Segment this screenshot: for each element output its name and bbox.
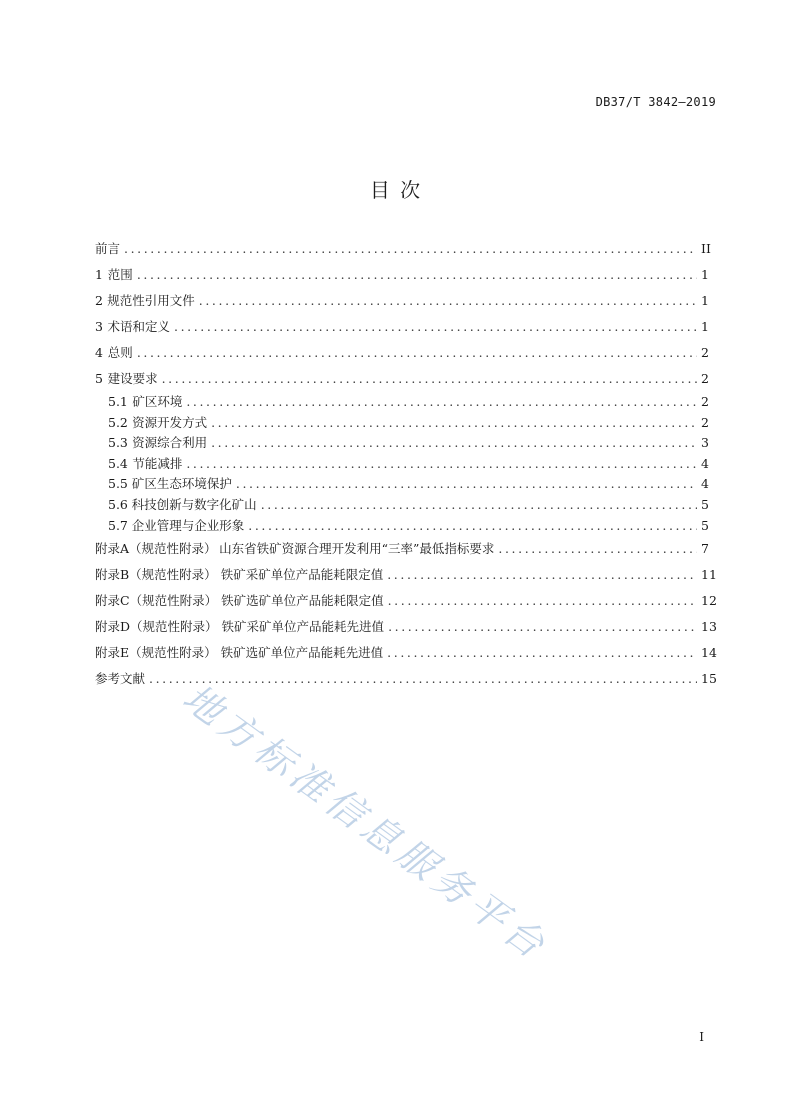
toc-entry-label: 建设要求 [107,371,158,386]
toc-leader-dots [248,516,697,537]
toc-entry-page: 12 [701,593,717,609]
toc-entry-label: 参考文献 [95,671,146,687]
toc-entry[interactable] [95,536,709,562]
toc-leader-dots [199,288,697,314]
toc-entry-label: 铁矿选矿单位产品能耗限定值 [221,593,384,609]
toc-entry-label: 节能减排 [132,455,183,471]
toc-leader-dots [162,366,697,392]
toc-entry-number: 4 [95,345,103,360]
toc-entry[interactable] [95,666,717,692]
toc-entry-label: 资源开发方式 [132,414,208,430]
toc-entry[interactable] [95,340,709,366]
toc-leader-dots [236,474,697,495]
toc-leader-dots [388,588,697,614]
toc-leader-dots [186,454,697,475]
toc-entry[interactable] [95,454,709,475]
toc-entry[interactable] [95,614,717,640]
toc-entry[interactable] [95,314,709,340]
toc-entry-label: 铁矿采矿单位产品能耗先进值 [221,619,385,635]
toc-entry[interactable] [95,588,717,614]
toc-entry-label: 企业管理与企业形象 [131,517,245,533]
toc-entry-label: 规范性引用文件 [107,293,195,308]
toc-entry-label: 铁矿采矿单位产品能耗限定值 [220,567,384,583]
toc-entry-page: 5 [701,517,709,533]
toc-entry-page: 4 [701,476,709,492]
watermark: 地方标准信息服务平台 [174,675,557,970]
toc-entry-label: 铁矿选矿单位产品能耗先进值 [220,645,384,661]
toc-entry-label: 术语和定义 [107,319,170,334]
standard-code: DB37/T 3842—2019 [595,95,716,109]
toc-leader-dots [186,392,697,413]
toc-entry-number: 5.6 [108,496,128,512]
toc-entry[interactable] [95,433,709,454]
toc-entry-page: 14 [701,645,717,661]
toc-leader-dots [137,340,697,366]
toc-entry-number: 5.7 [108,517,128,533]
toc-entry[interactable] [95,562,717,588]
toc-leader-dots [261,495,697,516]
toc-entry-number: 附录D（规范性附录） [95,619,218,635]
toc-entry-page: 1 [701,267,709,282]
toc-entry-page: 1 [701,293,709,308]
toc-leader-dots [211,413,697,434]
toc-leader-dots [124,236,697,262]
toc-leader-dots [387,562,697,588]
toc-entry[interactable] [95,366,709,392]
toc-entry-number: 5.4 [108,455,128,471]
toc-entry-page: 13 [701,619,717,635]
toc-entry-page: 2 [701,414,709,430]
toc-entry-page: 15 [701,671,717,687]
toc-entry-number: 附录E（规范性附录） [95,645,217,661]
toc-entry-label: 矿区生态环境保护 [131,476,232,492]
toc-entry-label: 前言 [95,241,121,256]
toc-leader-dots [388,614,697,640]
toc-entry-number: 1 [95,267,103,282]
toc-entry-page: 3 [701,435,709,451]
toc-entry[interactable] [95,474,709,495]
table-of-contents [95,236,717,692]
toc-leader-dots [498,536,697,562]
toc-entry-page: 4 [701,455,709,471]
toc-entry[interactable] [95,262,709,288]
toc-leader-dots [211,433,697,454]
toc-entry-number: 5 [95,371,103,386]
toc-entry-number: 2 [95,293,103,308]
toc-entry-number: 附录B（规范性附录） [95,567,217,583]
toc-entry-number: 附录A（规范性附录） [95,541,217,557]
toc-entry[interactable] [95,392,709,413]
page-number: I [699,1030,704,1044]
toc-entry-label: 范围 [107,267,133,282]
toc-entry-page: 2 [701,394,709,409]
toc-entry-label: 科技创新与数字化矿山 [131,496,257,512]
toc-entry-label: 资源综合利用 [132,435,208,451]
toc-entry[interactable] [95,516,709,537]
toc-entry-page: 1 [701,319,709,334]
toc-entry-label: 总则 [107,345,133,360]
toc-entry-number: 附录C（规范性附录） [95,593,218,609]
toc-entry-page: 2 [701,371,709,386]
toc-entry-label: 山东省铁矿资源合理开发利用“三率”最低指标要求 [219,541,495,557]
toc-entry-page: 2 [701,345,709,360]
toc-entry-number: 3 [95,319,103,334]
toc-entry[interactable] [95,413,709,434]
toc-entry[interactable] [95,640,717,666]
toc-entry-number: 5.1 [108,394,128,409]
toc-entry[interactable] [95,495,709,516]
toc-leader-dots [137,262,697,288]
toc-entry[interactable] [95,288,709,314]
toc-leader-dots [387,640,697,666]
toc-entry-page: II [701,241,711,256]
toc-entry-number: 5.5 [108,476,128,492]
toc-entry-page: 7 [701,541,709,557]
toc-entry-page: 11 [701,567,717,583]
toc-leader-dots [174,314,697,340]
toc-entry-page: 5 [701,496,709,512]
toc-entry-number: 5.3 [108,435,128,451]
toc-entry[interactable] [95,236,709,262]
toc-entry-number: 5.2 [108,414,128,430]
toc-entry-label: 矿区环境 [132,394,183,409]
page-title: 目 次 [369,178,423,202]
